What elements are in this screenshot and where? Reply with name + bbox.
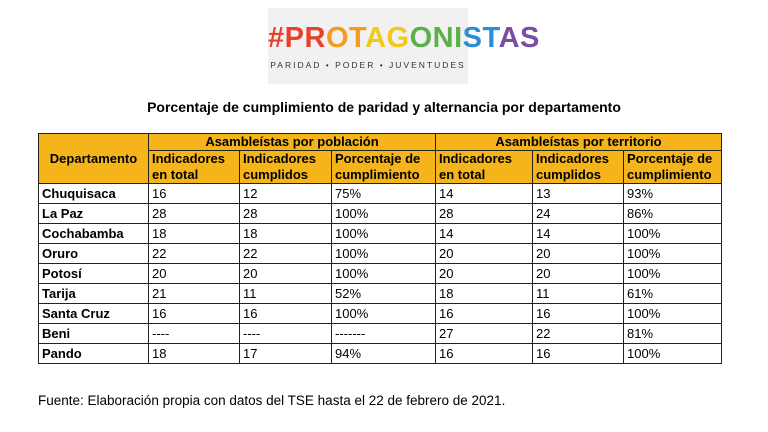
header-subcolumn-line: cumplimiento — [335, 167, 420, 182]
table-cell: ---- — [240, 324, 332, 344]
table-row — [39, 184, 722, 204]
table-cell: 13 — [533, 184, 624, 204]
table-cell: 16 — [149, 184, 240, 204]
table-cell: 100% — [624, 244, 722, 264]
table-cell: 16 — [149, 304, 240, 324]
table-cell: 20 — [149, 264, 240, 284]
header-subcolumn-line: Indicadores — [439, 151, 512, 166]
logo-letter: O — [409, 22, 433, 54]
table-cell: 75% — [332, 184, 436, 204]
header-subcolumn-line: Indicadores — [152, 151, 225, 166]
table-cell: 52% — [332, 284, 436, 304]
header-subcolumn-line: en total — [439, 167, 486, 182]
logo-letter: T — [349, 22, 366, 54]
department-name: Oruro — [39, 244, 149, 264]
table-cell: 16 — [533, 344, 624, 364]
table-cell: 61% — [624, 284, 722, 304]
header-subcolumn-line: cumplidos — [536, 167, 602, 182]
table-cell: 16 — [533, 304, 624, 324]
table-cell: 100% — [624, 304, 722, 324]
table-cell: 100% — [332, 224, 436, 244]
table-row — [39, 324, 722, 344]
table-cell: 11 — [533, 284, 624, 304]
table-row — [39, 344, 722, 364]
table-cell: 12 — [240, 184, 332, 204]
table-cell: 100% — [332, 244, 436, 264]
table-cell: 20 — [533, 244, 624, 264]
table-cell: 24 — [533, 204, 624, 224]
logo-letter: S — [462, 22, 483, 54]
header-subcolumn-line: Indicadores — [243, 151, 316, 166]
source-note: Fuente: Elaboración propia con datos del TSE hasta el 22 de febrero de 2021. — [38, 393, 506, 408]
header-department: Departamento — [39, 134, 149, 184]
table-cell: 22 — [149, 244, 240, 264]
table-cell: 16 — [436, 344, 533, 364]
table-cell: 18 — [240, 224, 332, 244]
table-cell: 22 — [533, 324, 624, 344]
logo-letter: S — [520, 22, 540, 54]
table-cell: 20 — [240, 264, 332, 284]
header-subcolumn-line: en total — [152, 167, 199, 182]
department-name: Santa Cruz — [39, 304, 149, 324]
table-cell: 81% — [624, 324, 722, 344]
logo-letter: T — [482, 22, 499, 54]
table-cell: 22 — [240, 244, 332, 264]
table-cell: 17 — [240, 344, 332, 364]
table-cell: 18 — [149, 344, 240, 364]
header-group: Asambleístas por población — [149, 134, 436, 151]
table-row — [39, 304, 722, 324]
table-cell: 28 — [240, 204, 332, 224]
department-name: Chuquisaca — [39, 184, 149, 204]
logo-tagline: PARIDAD • PODER • JUVENTUDES — [270, 60, 466, 70]
table-cell: 86% — [624, 204, 722, 224]
compliance-table — [38, 133, 722, 364]
table-cell: 100% — [332, 264, 436, 284]
table-cell: 16 — [436, 304, 533, 324]
header-subcolumn — [624, 151, 722, 184]
table-cell: 100% — [332, 304, 436, 324]
table-title: Porcentaje de cumplimiento de paridad y alternancia por departamento — [147, 99, 621, 115]
table-cell: 14 — [436, 224, 533, 244]
table-cell: 20 — [436, 264, 533, 284]
department-name: Tarija — [39, 284, 149, 304]
header-subcolumn — [436, 151, 533, 184]
table-cell: 16 — [240, 304, 332, 324]
header-subcolumn — [240, 151, 332, 184]
department-name: Potosí — [39, 264, 149, 284]
table-row — [39, 284, 722, 304]
department-name: Pando — [39, 344, 149, 364]
table-cell: 18 — [149, 224, 240, 244]
header-subcolumn-line: cumplimiento — [627, 167, 712, 182]
table-cell: 100% — [624, 264, 722, 284]
header-subcolumn — [149, 151, 240, 184]
table-cell: 20 — [533, 264, 624, 284]
table-cell: 94% — [332, 344, 436, 364]
logo-letter: P — [284, 22, 305, 54]
table-cell: 18 — [436, 284, 533, 304]
table-cell: 21 — [149, 284, 240, 304]
logo-letter: A — [498, 22, 521, 54]
logo-letter: R — [304, 22, 326, 54]
table-row — [39, 264, 722, 284]
table-row — [39, 204, 722, 224]
logo-letter: # — [268, 22, 285, 54]
logo-letter: I — [454, 22, 463, 54]
table-row — [39, 244, 722, 264]
header-subcolumn-line: Porcentaje de — [335, 151, 421, 166]
table-cell: 100% — [624, 224, 722, 244]
table-cell: 14 — [436, 184, 533, 204]
logo-letter: G — [386, 22, 410, 54]
table-cell: 14 — [533, 224, 624, 244]
logo-letter: N — [432, 22, 455, 54]
logo-wordmark — [268, 22, 540, 55]
logo-letter: A — [365, 22, 387, 54]
logo-letter: O — [325, 22, 349, 54]
department-name: Cochabamba — [39, 224, 149, 244]
table-cell: 28 — [436, 204, 533, 224]
table-cell: 20 — [436, 244, 533, 264]
header-subcolumn — [533, 151, 624, 184]
table-cell: 27 — [436, 324, 533, 344]
table-cell: ------- — [332, 324, 436, 344]
protagonistas-logo — [268, 8, 540, 84]
table-cell: 11 — [240, 284, 332, 304]
table-cell: 100% — [332, 204, 436, 224]
department-name: Beni — [39, 324, 149, 344]
header-subcolumn-line: Indicadores — [536, 151, 609, 166]
table-cell: ---- — [149, 324, 240, 344]
header-subcolumn-line: Porcentaje de — [627, 151, 713, 166]
header-subcolumn-line: cumplidos — [243, 167, 309, 182]
table-row — [39, 224, 722, 244]
header-group: Asambleístas por territorio — [436, 134, 722, 151]
table-cell: 93% — [624, 184, 722, 204]
table-cell: 100% — [624, 344, 722, 364]
table-cell: 28 — [149, 204, 240, 224]
header-subcolumn — [332, 151, 436, 184]
department-name: La Paz — [39, 204, 149, 224]
